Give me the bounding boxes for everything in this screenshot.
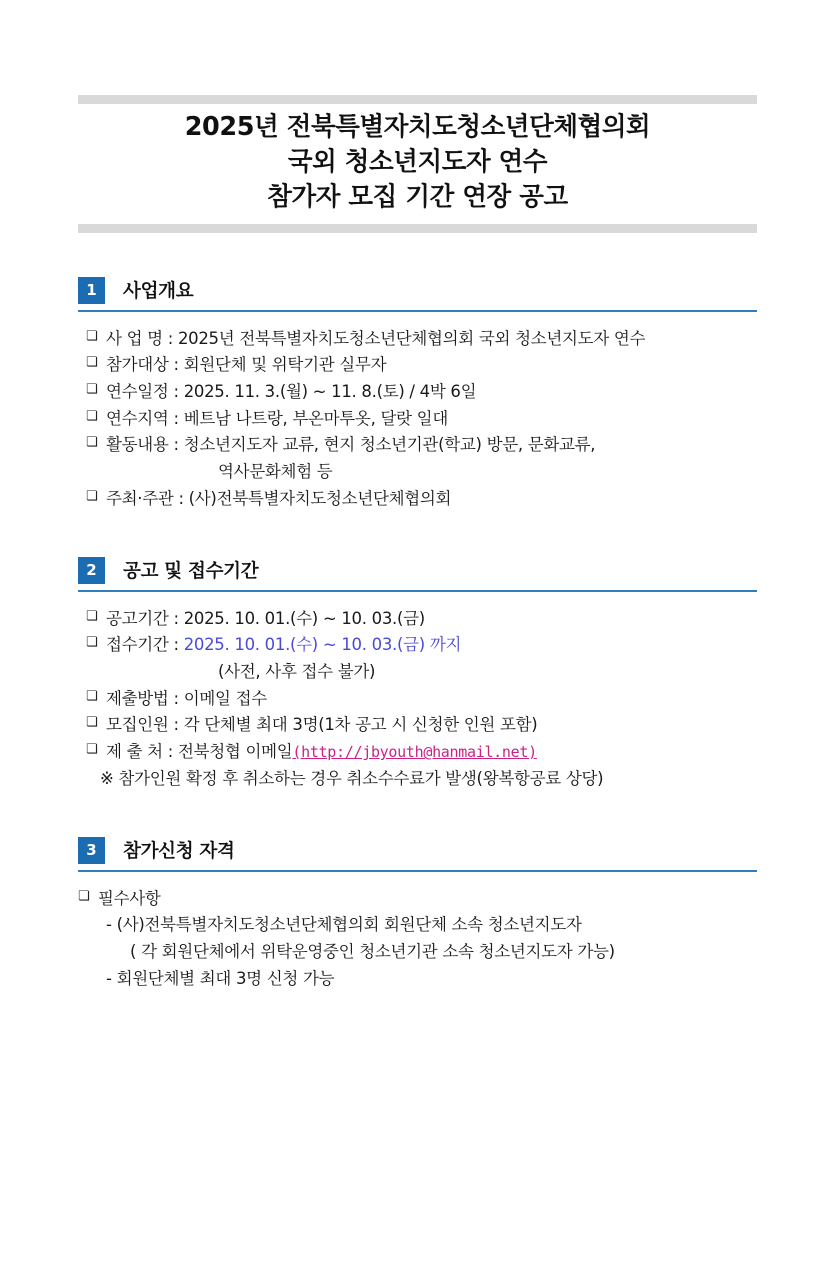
application-period-label: 접수기간 :	[106, 635, 184, 655]
list-item	[86, 379, 757, 406]
section-1-items	[78, 326, 757, 513]
section-2-items	[78, 606, 757, 793]
list-item-continuation: 역사문화체험 등	[218, 462, 333, 482]
eligibility-requirement-2: - 회원단체별 최대 3명 신청 가능	[106, 968, 335, 988]
list-item	[86, 606, 757, 633]
list-item	[86, 406, 757, 433]
list-item-text: 제출방법 : 이메일 접수	[106, 688, 267, 708]
list-item-text: 주최·주관 : (사)전북특별자치도청소년단체협의회	[106, 488, 452, 508]
list-item-text: 연수지역 : 베트남 나트랑, 부온마투옷, 달랏 일대	[106, 408, 448, 428]
list-item	[86, 352, 757, 379]
list-item	[86, 712, 757, 739]
bullet-icon: ❏	[86, 355, 98, 371]
list-item	[86, 326, 757, 353]
document-title-block	[78, 95, 757, 233]
list-item	[78, 886, 757, 913]
section-1-number: 1	[78, 277, 105, 304]
list-item	[86, 686, 757, 713]
bullet-icon: ❏	[86, 382, 98, 397]
list-item	[86, 486, 757, 513]
list-item-submission	[86, 739, 757, 766]
section-eligibility	[78, 837, 757, 993]
email-link[interactable]: (http://jbyouth@hanmail.net)	[292, 743, 537, 762]
list-item-text: 활동내용 : 청소년지도자 교류, 현지 청소년기관(학교) 방문, 문화교류,	[106, 435, 596, 455]
bullet-icon: ❏	[86, 435, 98, 451]
list-item-text: 참가대상 : 회원단체 및 위탁기관 실무자	[106, 355, 387, 375]
eligibility-requirement-1: - (사)전북특별자치도청소년단체협의회 회원단체 소속 청소년지도자	[106, 915, 582, 935]
section-business-overview	[78, 277, 757, 513]
section-3-header	[78, 837, 757, 864]
list-item-application-period	[86, 632, 757, 659]
section-1-title: 사업개요	[123, 281, 194, 303]
bullet-icon: ❏	[86, 688, 98, 704]
bullet-icon: ❏	[86, 328, 98, 344]
section-3-underline	[78, 870, 757, 872]
title-lines	[78, 104, 757, 218]
page-title-line-3: 참가자 모집 기간 연장 공고	[267, 182, 568, 213]
bullet-icon: ❏	[86, 408, 98, 424]
bullet-icon: ❏	[86, 488, 98, 504]
application-period-note: (사전, 사후 접수 불가)	[218, 662, 376, 682]
page-title-line-2: 국외 청소년지도자 연수	[287, 147, 548, 178]
list-item-text	[106, 632, 757, 659]
document-page	[0, 95, 835, 1276]
section-2-title: 공고 및 접수기간	[123, 561, 259, 583]
section-2-number: 2	[78, 557, 105, 584]
title-bottom-rule	[78, 224, 757, 233]
list-item-text: 연수일정 : 2025. 11. 3.(월) ~ 11. 8.(토) / 4박 6일	[106, 382, 477, 401]
list-item-text: 공고기간 : 2025. 10. 01.(수) ~ 10. 03.(금)	[106, 608, 425, 628]
bullet-icon: ❏	[78, 888, 90, 904]
bullet-icon: ❏	[86, 742, 98, 758]
list-item-text: 사 업 명 : 2025년 전북특별자치도청소년단체협의회 국외 청소년지도자 연수	[106, 328, 646, 348]
eligibility-requirement-1-note: ( 각 회원단체에서 위탁운영중인 청소년기관 소속 청소년지도자 가능)	[130, 942, 615, 962]
bullet-icon: ❏	[86, 608, 98, 624]
list-item	[86, 432, 757, 459]
cancellation-note: ※ 참가인원 확정 후 취소하는 경우 취소수수료가 발생(왕복항공료 상당)	[100, 768, 604, 788]
section-2-header	[78, 557, 757, 584]
page-title-line-1: 2025년 전북특별자치도청소년단체협의회	[184, 112, 651, 142]
bullet-icon: ❏	[86, 635, 98, 651]
title-top-rule	[78, 95, 757, 104]
section-1-header	[78, 277, 757, 304]
application-period-value: 2025. 10. 01.(수) ~ 10. 03.(금) 까지	[183, 635, 462, 655]
list-item-text: 필수사항	[98, 888, 161, 908]
section-3-items	[78, 886, 757, 993]
submission-label: 제 출 처 : 전북청협 이메일	[106, 742, 293, 762]
section-2-underline	[78, 590, 757, 592]
section-3-title: 참가신청 자격	[123, 841, 235, 863]
section-3-number: 3	[78, 837, 105, 864]
list-item-text: 모집인원 : 각 단체별 최대 3명(1차 공고 시 신청한 인원 포함)	[106, 715, 538, 735]
section-notice-and-application-period	[78, 557, 757, 793]
section-1-underline	[78, 310, 757, 312]
bullet-icon: ❏	[86, 715, 98, 731]
list-item-text	[106, 739, 757, 766]
